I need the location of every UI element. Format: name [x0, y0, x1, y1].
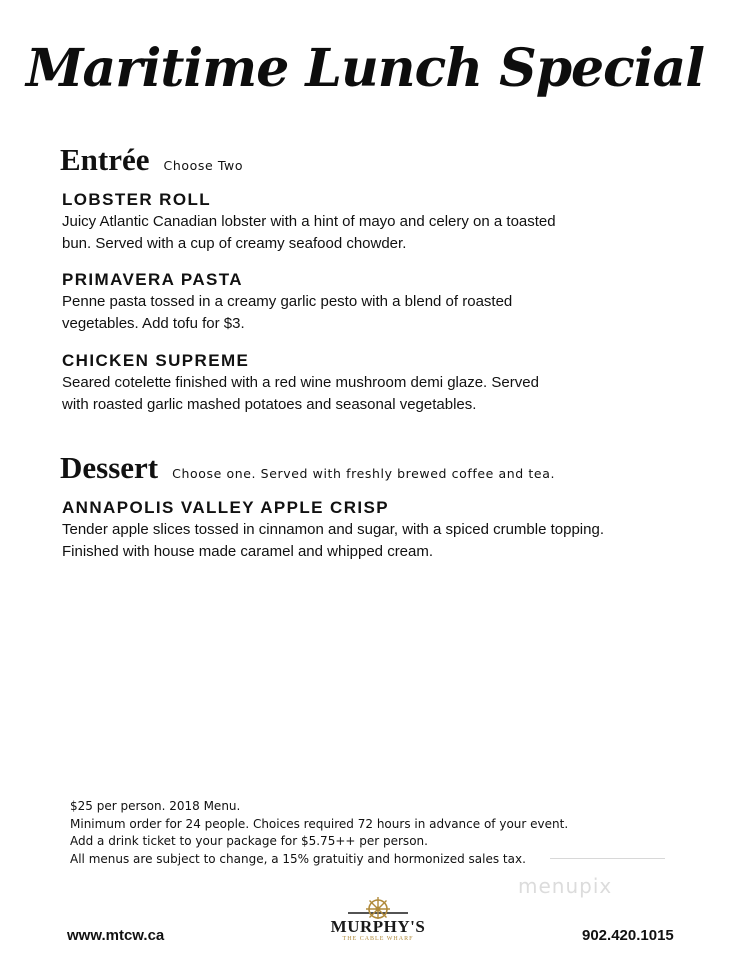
- website-link[interactable]: www.mtcw.ca: [67, 927, 165, 944]
- item-description-line: Seared cotelette finished with a red wine mushroom demi glaze. Served: [62, 374, 539, 391]
- menu-item-apple-crisp: [62, 498, 702, 563]
- item-name: PRIMAVERA PASTA: [62, 270, 243, 289]
- fine-print-line: Add a drink ticket to your package for $5.75++ per person.: [70, 834, 428, 848]
- item-description-line: Tender apple slices tossed in cinnamon and sugar, with a spiced crumble topping.: [62, 521, 604, 538]
- logo-name: MURPHY'S: [330, 917, 426, 936]
- item-name: LOBSTER ROLL: [62, 190, 212, 209]
- item-description-line: with roasted garlic mashed potatoes and seasonal vegetables.: [62, 396, 477, 413]
- fine-print-line: Minimum order for 24 people. Choices required 72 hours in advance of your event.: [70, 816, 569, 831]
- entree-instruction: Choose Two: [163, 158, 244, 173]
- fine-print-line: $25 per person. 2018 Menu.: [70, 799, 241, 813]
- dessert-section-header: [60, 450, 555, 486]
- dessert-heading: Dessert: [60, 450, 159, 485]
- item-description-line: Finished with house made caramel and whipped cream.: [62, 543, 434, 560]
- menu-title: Maritime Lunch Special: [26, 38, 704, 99]
- ship-wheel-icon: [326, 895, 430, 919]
- menu-item-primavera-pasta: [62, 270, 662, 335]
- dessert-instruction: Choose one. Served with freshly brewed coffee and tea.: [172, 466, 556, 481]
- watermark: menupix: [518, 874, 613, 898]
- item-description-line: bun. Served with a cup of creamy seafood chowder.: [62, 235, 407, 252]
- item-name: ANNAPOLIS VALLEY APPLE CRISP: [62, 498, 389, 517]
- entree-heading: Entrée: [60, 142, 150, 177]
- divider: [550, 858, 665, 859]
- entree-section-header: [60, 142, 243, 178]
- murphys-logo: [326, 895, 430, 945]
- item-description: [62, 519, 702, 563]
- item-description-line: vegetables. Add tofu for $3.: [62, 315, 245, 332]
- item-name: CHICKEN SUPREME: [62, 351, 250, 370]
- item-description: [62, 211, 662, 255]
- item-description: [62, 291, 662, 335]
- logo-tagline: THE CABLE WHARF: [342, 936, 414, 942]
- fine-print-line: All menus are subject to change, a 15% gratuitiy and hormonized sales tax.: [70, 851, 526, 866]
- menu-item-lobster-roll: [62, 190, 662, 255]
- item-description-line: Penne pasta tossed in a creamy garlic pesto with a blend of roasted: [62, 293, 513, 310]
- menu-item-chicken-supreme: [62, 351, 662, 416]
- item-description-line: Juicy Atlantic Canadian lobster with a hint of mayo and celery on a toasted: [62, 213, 556, 230]
- item-description: [62, 372, 662, 416]
- phone-number[interactable]: 902.420.1015: [582, 927, 674, 944]
